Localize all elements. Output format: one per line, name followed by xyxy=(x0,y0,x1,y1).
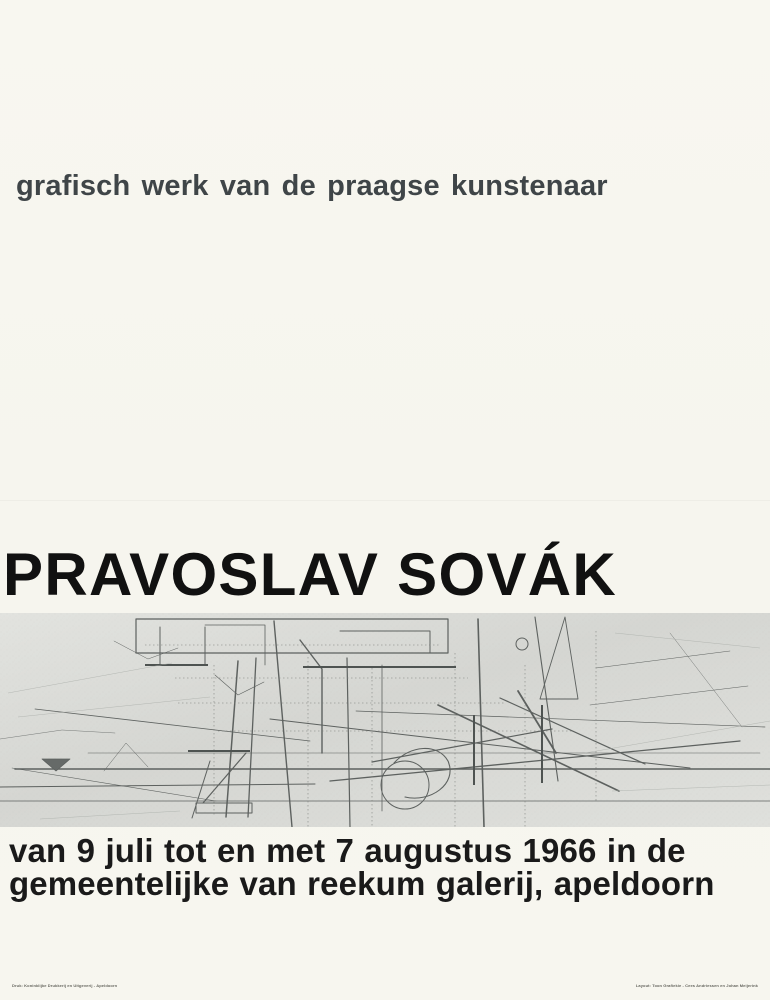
artist-name: PRAVOSLAV SOVÁK xyxy=(3,541,618,608)
exhibition-dates-line: van 9 juli tot en met 7 augustus 1966 in de xyxy=(9,832,686,869)
exhibition-location-line: gemeentelijke van reekum galerij, apeldoorn xyxy=(9,865,715,902)
layout-credit: Layout: Toon Grafiekie - Cees Andriessen en Johan Meijerink xyxy=(635,983,758,988)
etching-artwork xyxy=(0,613,770,827)
exhibition-details xyxy=(9,834,765,900)
print-credit: Druk: Koninklijke Drukkerij en Uitgeverij - Apeldoorn xyxy=(12,983,118,988)
paper-fold-line xyxy=(0,500,770,501)
abstract-etching-illustration xyxy=(0,613,770,827)
poster-subtitle: grafisch werk van de praagse kunstenaar xyxy=(16,170,608,202)
